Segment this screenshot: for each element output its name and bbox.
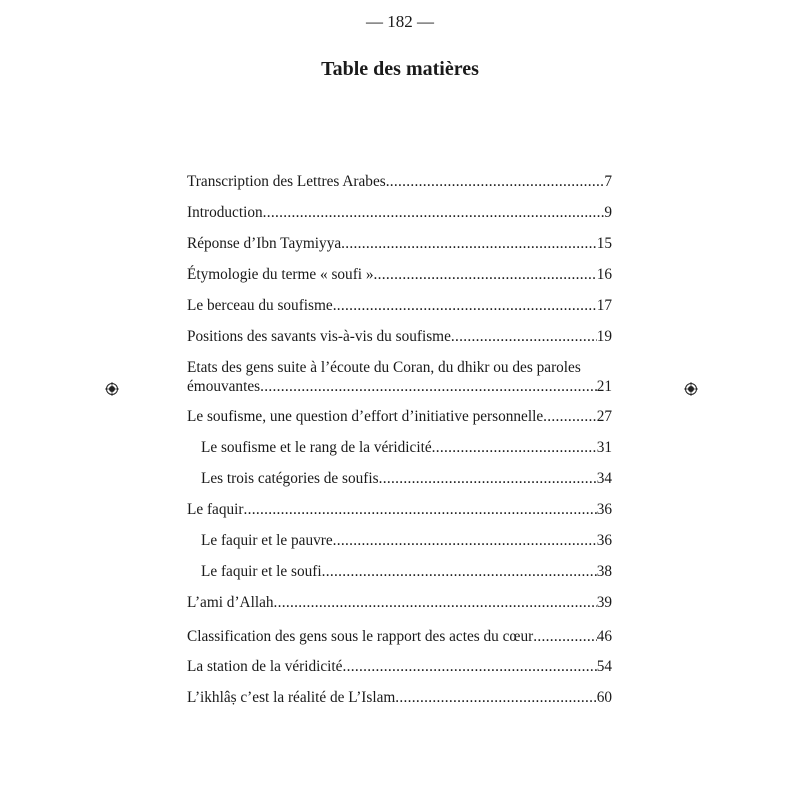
dot-leader [260,377,597,396]
registration-target-icon [684,382,698,396]
dot-leader [341,234,597,253]
toc-entry-label: Le berceau du soufisme [187,297,333,314]
toc-entry-label-line1: Etats des gens suite à l’écoute du Coran, du dhikr ou des paroles [187,359,581,376]
dot-leader [274,593,597,612]
toc-subentry [201,562,612,581]
page-title: Table des matières [321,58,479,80]
toc-entry-label: Le faquir et le pauvre [201,532,333,549]
toc-subentry [201,438,612,457]
toc-entry-page: 16 [596,266,612,283]
toc-entry-page: 17 [596,297,612,314]
dot-leader [333,296,597,315]
toc-entry-page: 36 [596,501,612,518]
toc-entry-page: 46 [596,628,612,645]
toc-entry-label: Classification des gens sous le rapport des actes du cœur [187,628,534,645]
toc-entry-label: Le soufisme et le rang de la véridicité [201,439,432,456]
dot-leader [543,407,597,426]
dot-leader [243,500,596,519]
toc-entry-page: 21 [596,378,612,395]
toc-entry-label: L’ikhlâṣ c’est la réalité de L’Islam [187,689,396,706]
toc-entry-page: 9 [604,204,612,221]
toc-entry-label: Le faquir [187,501,244,518]
toc-entry [187,203,612,222]
toc-entry [187,234,612,253]
dot-leader [432,438,597,457]
dot-leader [386,172,605,191]
toc-entry [187,265,612,284]
toc-entry [187,172,612,191]
toc-entry [187,358,612,396]
toc-entry-label: Transcription des Lettres Arabes [187,173,386,190]
toc-entry-label: Les trois catégories de soufis [201,470,379,487]
toc-entry-label: L’ami d’Allah [187,594,274,611]
toc-entry-page: 19 [596,328,612,345]
dot-leader [333,531,597,550]
toc-entry [187,327,612,346]
toc-entry-page: 7 [604,173,612,190]
registration-target-icon [105,382,119,396]
toc-entry-label: Réponse d’Ibn Taymiyya [187,235,342,252]
toc-entry [187,593,612,612]
dot-leader [263,203,605,222]
toc-entry-page: 38 [596,563,612,580]
toc-entry [187,407,612,426]
toc-entry-page: 15 [596,235,612,252]
toc-entry-label: Introduction [187,204,263,221]
toc-entry-label-line2: émouvantes [187,378,261,395]
toc-entry-page: 36 [596,532,612,549]
toc-entry-page: 60 [596,689,612,706]
toc-entry-label: Positions des savants vis-à-vis du soufisme [187,328,451,345]
dot-leader [533,627,596,646]
toc-entry [187,657,612,676]
page-number: — 182 — [366,12,434,31]
toc-subentry [201,469,612,488]
toc-entry-page: 27 [596,408,612,425]
dot-leader [451,327,597,346]
dot-leader [374,265,597,284]
dot-leader [322,562,597,581]
toc-entry-label: Le soufisme, une question d’effort d’initiative personnelle [187,408,544,425]
toc-entry-page: 39 [596,594,612,611]
toc-entry-label: Le faquir et le soufi [201,563,322,580]
toc-entry [187,296,612,315]
toc-entry-label: Étymologie du terme « soufi » [187,266,374,283]
dot-leader [342,657,596,676]
toc-entry [187,688,612,707]
toc-entry [187,500,612,519]
dot-leader [379,469,597,488]
dot-leader [395,688,596,707]
toc-entry-page: 54 [596,658,612,675]
toc-subentry [201,531,612,550]
toc-entry [187,627,612,646]
toc-entry-label: La station de la véridicité [187,658,343,675]
toc-entry-page: 34 [596,470,612,487]
toc-entry-page: 31 [596,439,612,456]
